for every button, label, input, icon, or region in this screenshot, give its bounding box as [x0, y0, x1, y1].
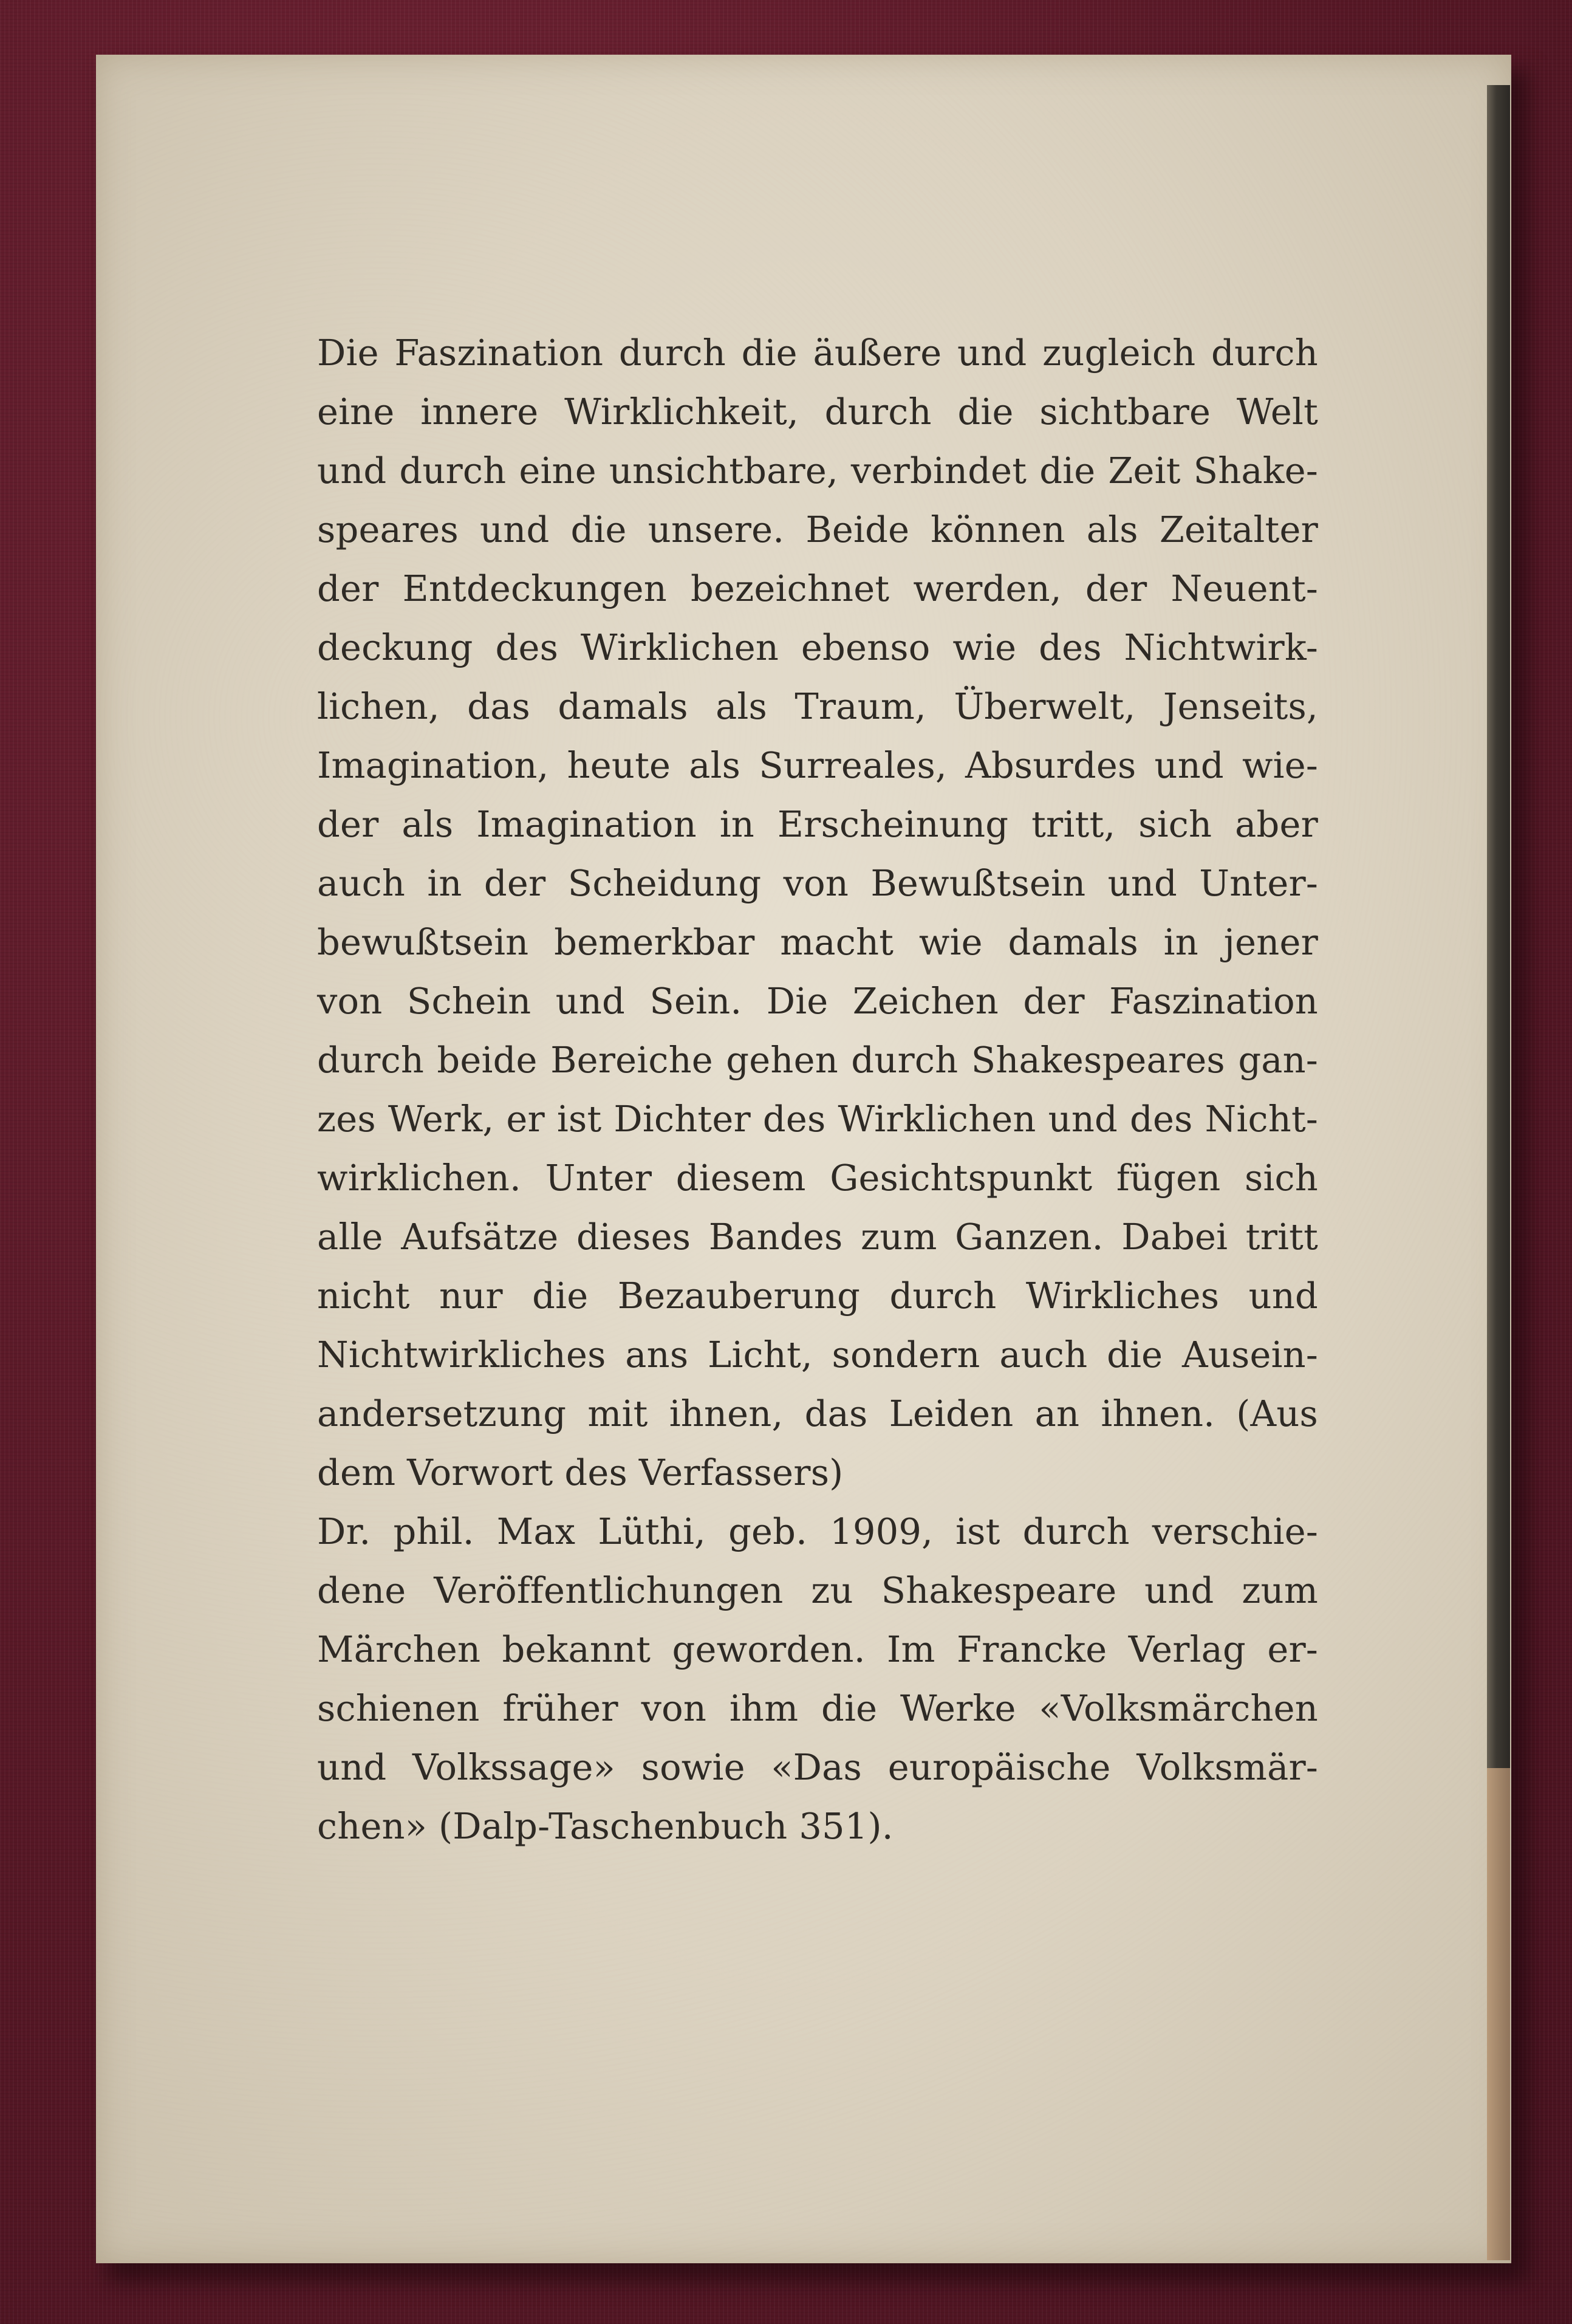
author-bio-line: Märchen bekannt geworden. Im Francke Verlag er- [317, 1628, 1318, 1670]
author-bio-line: dene Veröffentlichungen zu Shakespeare und zum [317, 1569, 1318, 1611]
blurb-line: von Schein und Sein. Die Zeichen der Faszination [317, 980, 1318, 1022]
back-cover-text [317, 323, 1318, 1856]
blurb-line: zes Werk, er ist Dichter des Wirklichen und des Nicht- [317, 1098, 1318, 1140]
author-bio-line: und Volkssage» sowie «Das europäische Volksmär- [317, 1746, 1318, 1788]
author-bio-paragraph [317, 1502, 1318, 1856]
blurb-line: und durch eine unsichtbare, verbindet die Zeit Shake- [317, 450, 1318, 492]
blurb-line: auch in der Scheidung von Bewußtsein und Unter- [317, 862, 1318, 904]
blurb-line: wirklichen. Unter diesem Gesichtspunkt fügen sich [317, 1157, 1318, 1199]
blurb-line: Nichtwirkliches ans Licht, sondern auch die Ausein- [317, 1334, 1318, 1376]
blurb-line: Imagination, heute als Surreales, Absurdes und wie- [317, 744, 1318, 786]
spine-edge-light [1487, 1768, 1510, 2260]
blurb-line: Die Faszination durch die äußere und zugleich durch [317, 332, 1318, 374]
blurb-line: lichen, das damals als Traum, Überwelt, Jenseits, [317, 685, 1318, 727]
author-bio-line: Dr. phil. Max Lüthi, geb. 1909, ist durch verschie- [317, 1510, 1318, 1552]
blurb-line: nicht nur die Bezauberung durch Wirkliches und [317, 1275, 1318, 1317]
blurb-line: deckung des Wirklichen ebenso wie des Nichtwirk- [317, 626, 1318, 668]
blurb-line: dem Vorwort des Verfassers) [317, 1452, 844, 1493]
blurb-line: der Entdeckungen bezeichnet werden, der Neuent- [317, 567, 1318, 609]
author-bio-line: chen» (Dalp-Taschenbuch 351). [317, 1805, 894, 1847]
spine-edge-dark [1487, 85, 1510, 1768]
blurb-line: speares und die unsere. Beide können als Zeitalter [317, 509, 1318, 550]
author-bio-line: schienen früher von ihm die Werke «Volksmärchen [317, 1687, 1318, 1729]
blurb-line: alle Aufsätze dieses Bandes zum Ganzen. Dabei tritt [317, 1216, 1318, 1258]
blurb-paragraph [317, 323, 1318, 1502]
blurb-line: bewußtsein bemerkbar macht wie damals in jener [317, 921, 1318, 963]
blurb-line: andersetzung mit ihnen, das Leiden an ihnen. (Aus [317, 1393, 1318, 1435]
blurb-line: der als Imagination in Erscheinung tritt, sich aber [317, 803, 1318, 845]
blurb-line: eine innere Wirklichkeit, durch die sichtbare Welt [317, 391, 1318, 433]
blurb-line: durch beide Bereiche gehen durch Shakespeares gan- [317, 1039, 1318, 1081]
